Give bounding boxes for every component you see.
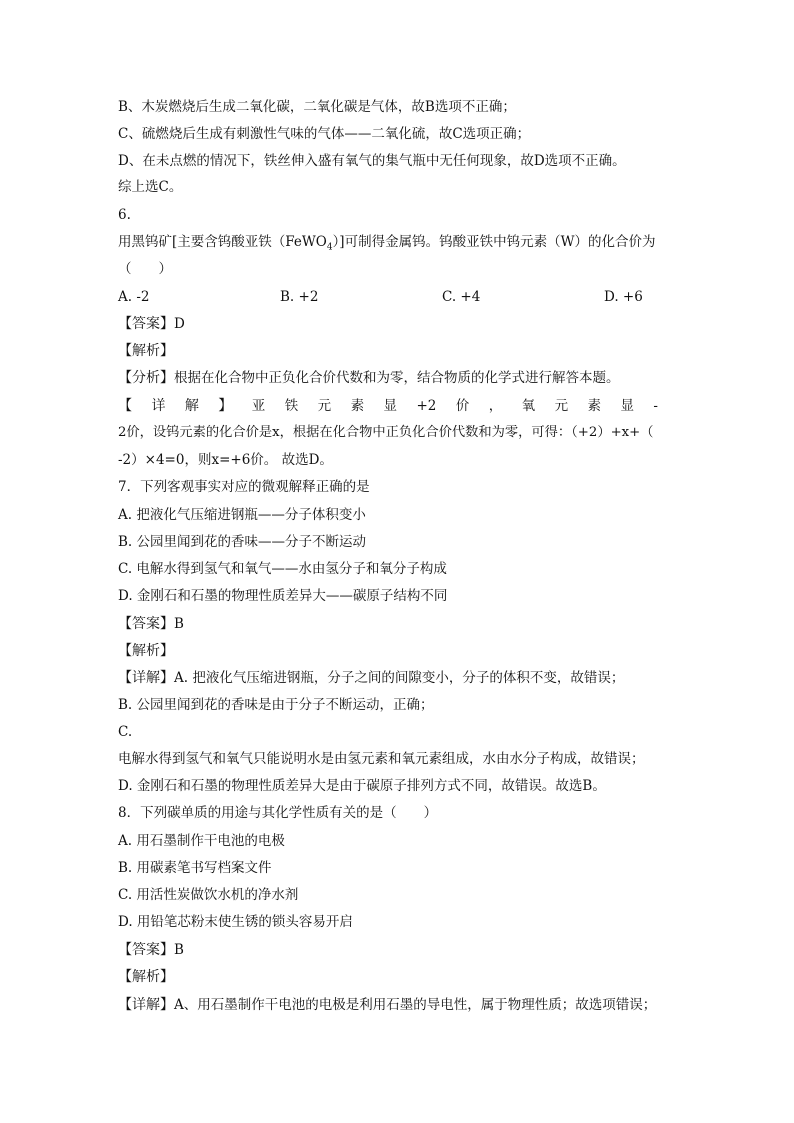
detail-line: 电解水得到氢气和氧气只能说明水是由氢元素和氧元素组成，水由水分子构成，故错误； [118,751,645,767]
detail-text: A. 把液化气压缩进钢瓶，分子之间的间隙变小，分子的体积不变，故错误； [174,670,625,686]
option-d: D. 用铅笔芯粉末使生锈的锁头容易开启 [118,914,353,930]
detail-text: A、用石墨制作干电池的电极是利用石墨的导电性，属于物理性质；故选项错误； [174,997,657,1013]
stem-part: 用黑钨矿[主要含钨酸亚铁（FeWO [118,234,327,250]
question-stem [118,232,658,258]
detail-line: -2）×4=0，则x=+6价。 故选D。 [118,452,333,468]
text-line: C、硫燃烧后生成有刺激性气味的气体——二氧化硫，故C选项正确； [118,126,531,142]
detail-line: D. 金刚石和石墨的物理性质差异大是由于碳原子排列方式不同，故错误。故选B。 [118,778,606,794]
justified-char: 解 [184,398,199,414]
question-number: 6. [118,207,131,223]
option-b: B. 公园里闻到花的香味——分子不断运动 [118,534,367,550]
justified-char: 【 [118,398,132,414]
analysis-line [118,368,658,388]
detail-line [118,668,658,688]
justified-char: 亚 [251,398,266,414]
subscript: 4 [326,242,333,253]
detail-tag: 【详解】 [118,670,174,686]
detail-tag: 【详解】 [118,997,174,1013]
text-line: D、在未点燃的情况下，铁丝伸入盛有氧气的集气瓶中无任何现象，故D选项不正确。 [118,153,626,169]
detail-line: 2价，设钨元素的化合价是x，根据在化合物中正负化合价代数和为零，可得：（+2）+x+（ [118,425,654,440]
analysis-tag: 【解析】 [118,969,174,985]
detail-line: C. [118,724,133,740]
answer-tag: 【答案】 [118,942,174,958]
justified-char: 元 [554,398,569,414]
option-b: B. 用碳素笔书写档案文件 [118,860,272,876]
option-a: A. -2 [118,289,150,305]
answer-line [118,314,658,334]
analysis-tag: 【解析】 [118,343,174,359]
answer-value: B [174,616,184,632]
justified-char: 素 [587,398,602,414]
options-row [118,287,658,307]
answer-tag: 【答案】 [118,616,174,632]
option-c: C. 电解水得到氢气和氧气——水由氢分子和氧分子构成 [118,561,447,577]
answer-tag: 【答案】 [118,316,174,332]
option-c: C. +4 [442,289,481,305]
answer-line [118,940,658,960]
answer-line [118,614,658,634]
analysis-tag: 【解析】 [118,643,174,659]
justified-char: 元 [317,398,332,414]
justified-char: ， [488,398,503,414]
question-stem: 8．下列碳单质的用途与其化学性质有关的是（ ） [118,805,438,821]
answer-blank: （ ） [118,261,172,277]
option-a: A. 用石墨制作干电池的电极 [118,833,285,849]
fenxi-tag: 【分析】 [118,370,174,386]
justified-char: 氧 [521,398,536,414]
option-d: D. 金刚石和石墨的物理性质差异大——碳原子结构不同 [118,588,448,604]
option-b: B. +2 [280,289,319,305]
justified-char: 显 [383,398,397,414]
detail-line: B. 公园里闻到花的香味是由于分子不断运动，正确； [118,697,434,713]
option-a: A. 把液化气压缩进钢瓶——分子体积变小 [118,507,366,523]
detail-line-justified [118,396,658,416]
stem-part: ）]可制得金属钨。钨酸亚铁中钨元素（W）的化合价为 [332,234,656,250]
justified-char: 显 [620,398,634,414]
question-stem: 7．下列客观事实对应的微观解释正确的是 [118,479,370,495]
answer-value: B [174,942,184,958]
justified-char: 铁 [284,398,299,414]
detail-line [118,995,658,1015]
answer-value: D [174,316,185,332]
justified-char: 详 [151,398,166,414]
justified-char: 素 [350,398,365,414]
option-d: D. +6 [604,289,643,305]
justified-char: 价 [455,398,470,414]
fenxi-text: 根据在化合物中正负化合价代数和为零，结合物质的化学式进行解答本题。 [174,370,620,386]
justified-char: 】 [218,398,233,414]
text-line: 综上选C。 [118,179,183,195]
option-c: C. 用活性炭做饮水机的净水剂 [118,887,299,903]
text-line: B、木炭燃烧后生成二氧化碳，二氧化碳是气体，故B选项不正确； [118,99,516,115]
justified-char: +2 [416,398,437,414]
justified-char: - [653,398,658,414]
